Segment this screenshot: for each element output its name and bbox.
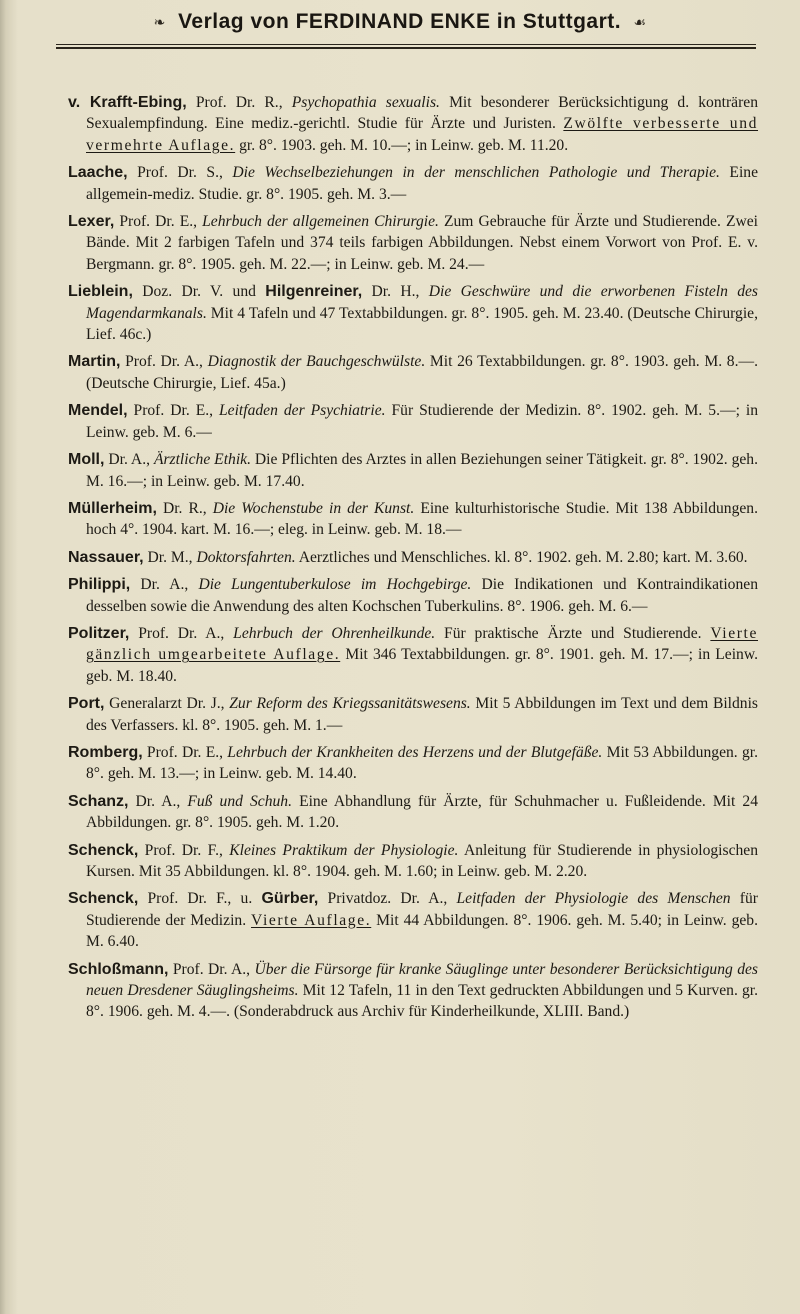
entry-author: Laache, bbox=[68, 164, 128, 182]
entry-author: Romberg, bbox=[68, 743, 143, 761]
catalog-entry bbox=[68, 92, 758, 156]
entry-title: Zur Reform des Kriegssanitätswesens. bbox=[229, 695, 471, 713]
entry-title: Leitfaden der Psychiatrie. bbox=[218, 402, 386, 420]
entry-description: Zum Gebrauche für Ärzte und Studierende. Zwei Bände. Mit 2 farbigen Tafeln und 374 teils farbigen Abbildungen. Nebst einem Vorwort von Prof. E. v. Bergmann. gr. 8°. 1905. geh. M. 22.—; in Leinw. geb. M. 24.— bbox=[86, 213, 758, 273]
entry-author: Moll, bbox=[68, 451, 105, 469]
entry-description: Anleitung für Studierende in physiologischen Kursen. Mit 35 Abbildungen. kl. 8°. 1904. geh. M. 1.60; in Leinw. geb. M. 2.20. bbox=[86, 841, 759, 880]
entry-author: Nassauer, bbox=[68, 548, 144, 566]
catalog-entry bbox=[68, 400, 758, 443]
catalog-entry bbox=[68, 888, 758, 952]
entry-price-info: gr. 8°. 1903. geh. M. 10.—; in Leinw. geb. M. 11.20. bbox=[235, 136, 569, 154]
entry-author-info: Prof. Dr. F., bbox=[138, 841, 230, 859]
catalog-entry bbox=[68, 162, 758, 205]
header-rule-bottom bbox=[56, 47, 756, 49]
entry-coauthor: Gürber, bbox=[261, 890, 319, 908]
entry-title: Lehrbuch der allgemeinen Chirurgie. bbox=[202, 213, 439, 231]
entry-author-info: Dr. A., bbox=[104, 451, 154, 469]
catalog-entry bbox=[68, 623, 758, 687]
entry-price-info: Mit 44 Abbildungen. 8°. 1906. geh. M. 5.40; in Leinw. geb. M. 6.40. bbox=[86, 911, 759, 951]
entry-author-info: Doz. Dr. V. und bbox=[132, 283, 266, 301]
entry-description: Mit 4 Tafeln und 47 Textabbildungen. gr. 8°. 1905. geh. M. 23.40. (Deutsche Chirurgie, Lief. 46c.) bbox=[86, 304, 758, 344]
entry-edition: Vierte Auflage. bbox=[251, 911, 372, 929]
entry-author: Philippi, bbox=[68, 576, 131, 594]
entry-author: Mendel, bbox=[68, 402, 128, 420]
entry-edition: Vierte gänzlich umgearbeitete Auflage. bbox=[86, 624, 758, 664]
catalog-entry bbox=[68, 498, 758, 541]
entry-title: Diagnostik der Bauchgeschwülste. bbox=[207, 353, 426, 371]
publisher-header bbox=[0, 10, 800, 34]
entry-author-info: Prof. Dr. E., bbox=[142, 743, 228, 761]
entry-title: Die Wechselbeziehungen in der menschlichen Pathologie und Therapie. bbox=[232, 164, 720, 182]
entry-description: für Studierende der Medizin. bbox=[86, 890, 758, 929]
publisher-header-text: Verlag von FERDINAND ENKE in Stuttgart. bbox=[178, 10, 622, 33]
entry-description: Eine kulturhistorische Studie. Mit 138 Abbildungen. hoch 4°. 1904. kart. M. 16.—; eleg. in Leinw. geb. M. 18.— bbox=[86, 499, 758, 539]
catalog-entry bbox=[68, 693, 758, 736]
catalog-entries bbox=[68, 92, 758, 1029]
entry-author-info: Prof. Dr. S., bbox=[127, 164, 233, 182]
entry-title: Lehrbuch der Ohrenheilkunde. bbox=[233, 624, 436, 642]
entry-description: Eine allgemein-mediz. Studie. gr. 8°. 1905. geh. M. 3.— bbox=[86, 164, 759, 203]
entry-price-info: Mit 346 Textabbildungen. gr. 8°. 1901. geh. M. 17.—; in Leinw. geb. M. 18.40. bbox=[86, 646, 758, 685]
catalog-entry bbox=[68, 959, 758, 1023]
header-rule-top bbox=[56, 44, 756, 45]
catalog-entry bbox=[68, 840, 758, 883]
entry-description: Mit 26 Textabbildungen. gr. 8°. 1903. geh. M. 8.—. (Deutsche Chirurgie, Lief. 45a.) bbox=[86, 353, 758, 392]
entry-description: Die Pflichten des Arztes in allen Beziehungen seiner Tätigkeit. gr. 8°. 1902. geh. M. 16.—; in Leinw. geb. M. 17.40. bbox=[86, 451, 758, 490]
entry-edition: Zwölfte verbesserte und vermehrte Auflage. bbox=[86, 115, 759, 154]
entry-title: Lehrbuch der Krankheiten des Herzens und der Blutgefäße. bbox=[227, 743, 603, 761]
entry-title: Doktorsfahrten. bbox=[196, 548, 296, 566]
entry-author-info: Generalarzt Dr. J., bbox=[104, 695, 230, 713]
entry-coauthor: Hilgenreiner, bbox=[265, 283, 363, 301]
entry-author-info: Dr. A., bbox=[128, 792, 188, 810]
catalog-entry bbox=[68, 281, 758, 345]
entry-author-info: Dr. A., bbox=[130, 576, 199, 594]
entry-author: Schenck, bbox=[68, 890, 139, 908]
catalog-entry bbox=[68, 351, 758, 394]
entry-author-info: Prof. Dr. E., bbox=[127, 402, 219, 420]
entry-author-info: Prof. Dr. R., bbox=[186, 94, 292, 111]
catalog-entry bbox=[68, 791, 758, 834]
entry-description: Die Indikationen und Kontraindikationen desselben sowie die Anwendung des alten Kochschen Tuberkulins. 8°. 1906. geh. M. 6.— bbox=[86, 576, 758, 615]
entry-author-info: Prof. Dr. A., bbox=[129, 624, 234, 642]
entry-description: Mit 12 Tafeln, 11 in den Text gedruckten Abbildungen und 5 Kurven. gr. 8°. 1906. geh. M. 4.—. (Sonderabdruck aus Archiv für Kinderheilkunde, XLIII. Band.) bbox=[86, 982, 758, 1021]
entry-description: Eine Abhandlung für Ärzte, für Schuhmacher u. Fußleidende. Mit 24 Abbildungen. gr. 8°. 1905. geh. M. 1.20. bbox=[86, 792, 759, 832]
entry-title: Fuß und Schuh. bbox=[187, 792, 293, 810]
entry-author: Lieblein, bbox=[68, 283, 133, 301]
entry-title: Die Geschwüre und die erworbenen Fisteln des Magendarmkanals. bbox=[86, 283, 758, 322]
entry-description: Mit besonderer Berücksichtigung d. konträren Sexualempfindung. Eine mediz.-gerichtl. Studie für Ärzte und Juristen. bbox=[86, 94, 759, 133]
entry-title: Ärztliche Ethik. bbox=[153, 451, 251, 469]
entry-author: v. Krafft-Ebing, bbox=[68, 94, 187, 111]
entry-author-info: Dr. R., bbox=[156, 499, 213, 517]
entry-title: Psychopathia sexualis. bbox=[291, 94, 440, 111]
entry-author: Müllerheim, bbox=[68, 499, 157, 517]
entry-description: Für Studierende der Medizin. 8°. 1902. geh. M. 5.—; in Leinw. geb. M. 6.— bbox=[86, 402, 758, 441]
entry-author: Schanz, bbox=[68, 792, 129, 810]
catalog-entry bbox=[68, 547, 758, 568]
catalog-entry bbox=[68, 574, 758, 617]
entry-title: Über die Fürsorge für kranke Säuglinge unter besonderer Berücksichtigung des neuen Dresdener Säuglingsheims. bbox=[86, 960, 758, 1000]
entry-author: Schloßmann, bbox=[68, 960, 169, 978]
entry-coauthor-info: Dr. H., bbox=[362, 283, 429, 301]
entry-author: Martin, bbox=[68, 353, 121, 371]
entry-description: Aerztliches und Menschliches. kl. 8°. 1902. geh. M. 2.80; kart. M. 3.60. bbox=[295, 548, 748, 566]
entry-description: Mit 53 Abbildungen. gr. 8°. geh. M. 13.—; in Leinw. geb. M. 14.40. bbox=[86, 743, 758, 783]
entry-author: Lexer, bbox=[68, 213, 115, 231]
entry-author: Schenck, bbox=[68, 841, 139, 859]
entry-author-info: Dr. M., bbox=[143, 548, 197, 566]
entry-title: Die Lungentuberkulose im Hochgebirge. bbox=[198, 576, 472, 594]
entry-description: Mit 5 Abbildungen im Text und dem Bildnis des Verfassers. kl. 8°. 1905. geh. M. 1.— bbox=[86, 695, 759, 734]
entry-author-info: Prof. Dr. F., u. bbox=[138, 890, 262, 908]
entry-coauthor-info: Privatdoz. Dr. A., bbox=[318, 890, 457, 908]
entry-author-info: Prof. Dr. A., bbox=[120, 353, 208, 371]
entry-title: Kleines Praktikum der Physiologie. bbox=[229, 841, 459, 859]
entry-title: Leitfaden der Physiologie des Menschen bbox=[456, 890, 731, 908]
catalog-entry bbox=[68, 211, 758, 275]
entry-author-info: Prof. Dr. E., bbox=[114, 213, 203, 231]
entry-author: Port, bbox=[68, 695, 105, 713]
entry-title: Die Wochenstube in der Kunst. bbox=[212, 499, 415, 517]
entry-description: Für praktische Ärzte und Studierende. bbox=[435, 624, 711, 642]
entry-author-info: Prof. Dr. A., bbox=[168, 960, 255, 978]
entry-author: Politzer, bbox=[68, 624, 130, 642]
catalog-entry bbox=[68, 742, 758, 785]
catalog-entry bbox=[68, 449, 758, 492]
ornament-left-icon: ❧ bbox=[153, 13, 166, 30]
ornament-right-icon: ☙ bbox=[633, 13, 647, 30]
